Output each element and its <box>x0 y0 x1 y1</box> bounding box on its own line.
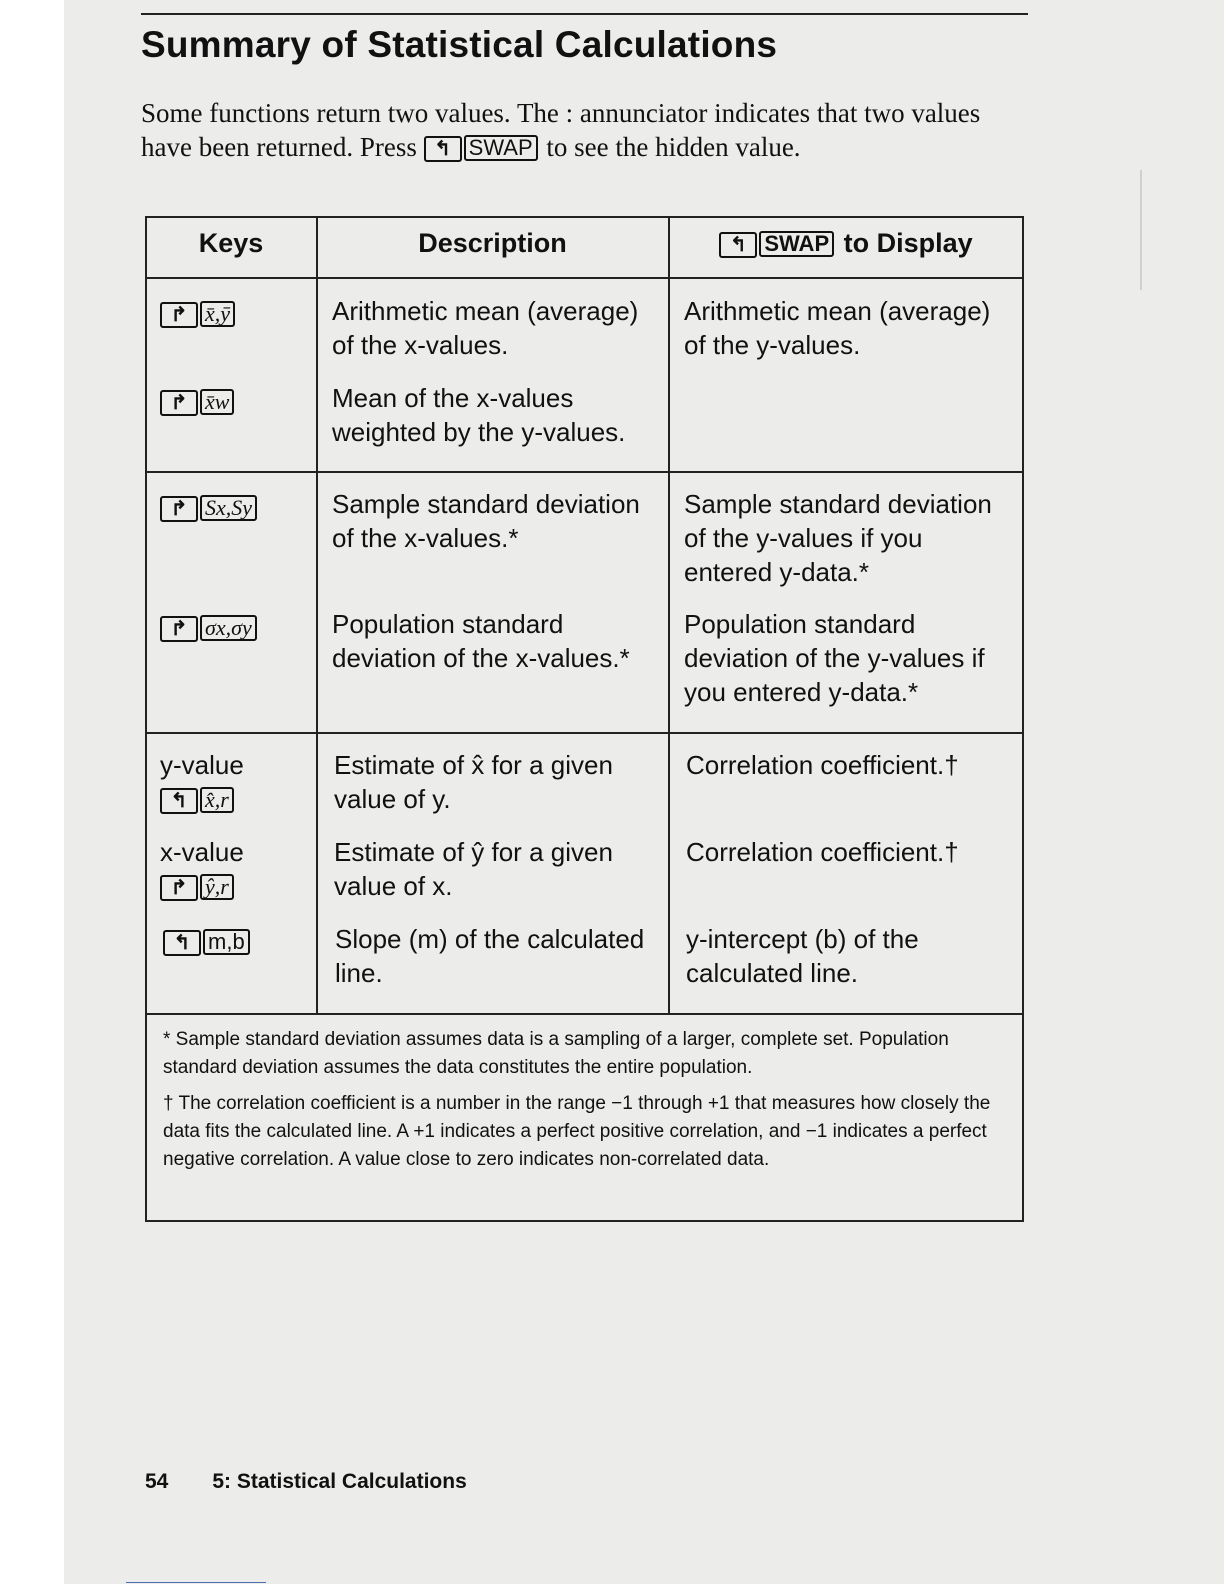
table-row-6-display: Correlation coefficient.† <box>686 837 959 867</box>
table-footnotes <box>163 1026 1008 1182</box>
table-row-2-keys <box>160 384 236 418</box>
left-shift-icon: ↰ <box>163 930 201 956</box>
key-population-stdev: σx,σy <box>200 615 257 641</box>
table-row-1-description: Arithmetic mean (average) of the x-values. <box>332 296 639 360</box>
table-row-1-display: Arithmetic mean (average) of the y-values. <box>684 296 991 360</box>
table-row-5-keys <box>160 748 310 816</box>
table-row-4-description: Population standard deviation of the x-values.* <box>332 609 630 673</box>
intro-text-before: Some functions return two values. The : annunciator indicates that two values have been returned. Press <box>141 98 981 162</box>
bottom-link-underline <box>126 1582 266 1583</box>
page-left-margin <box>0 0 64 1584</box>
key-y-estimate: ŷ,r <box>200 874 234 900</box>
key-weighted-mean: x̄w <box>200 389 234 415</box>
table-row-5-display: Correlation coefficient.† <box>686 750 959 780</box>
table-header-rule <box>145 277 1024 279</box>
left-shift-key-icon: ↰ <box>424 136 462 162</box>
right-shift-icon: ↱ <box>160 616 198 642</box>
chapter-title: 5: Statistical Calculations <box>212 1470 467 1493</box>
table-column-divider-1 <box>316 216 318 1014</box>
page-title: Summary of Statistical Calculations <box>141 24 778 65</box>
table-row-1-keys <box>160 296 237 330</box>
table-row-7-description: Slope (m) of the calculated line. <box>335 924 645 988</box>
swap-key: SWAP <box>464 135 538 161</box>
footnote-correlation: † The correlation coefficient is a number in the range −1 through +1 that measures how closely the data fits the calculated line. A +1 indicates a perfect positive correlation, and −1 indicates a perfect negative correlation. A value close to zero indicates non-correlated data. <box>163 1093 991 1170</box>
table-group-rule-2 <box>145 732 1024 734</box>
intro-paragraph <box>141 96 1021 164</box>
table-row-5-description: Estimate of x̂ for a given value of y. <box>334 750 613 814</box>
row-5-prefix: y-value <box>160 750 244 780</box>
table-row-6-description: Estimate of ŷ for a given value of x. <box>334 837 613 901</box>
table-row-4-display: Population standard deviation of the y-values if you entered y-data.* <box>684 609 985 707</box>
row-6-prefix: x-value <box>160 837 244 867</box>
header-description: Description <box>418 228 567 258</box>
table-row-3-keys <box>160 490 259 524</box>
table-row-2-description: Mean of the x-values weighted by the y-values. <box>332 383 626 447</box>
header-keys: Keys <box>198 228 264 258</box>
swap-key: SWAP <box>759 231 834 257</box>
table-row-7-display: y-intercept (b) of the calculated line. <box>686 924 919 988</box>
header-display-suffix: to Display <box>836 228 973 258</box>
table-row-3-display: Sample standard deviation of the y-values if you entered y-data.* <box>684 489 992 587</box>
header-display <box>670 228 1022 259</box>
table-row-7-keys <box>163 924 252 958</box>
left-shift-key-icon: ↰ <box>719 232 757 258</box>
intro-text-after: to see the hidden value. <box>539 132 801 162</box>
key-sample-stdev: Sx,Sy <box>200 495 257 521</box>
page-footer <box>145 1470 467 1494</box>
page-number: 54 <box>145 1470 169 1493</box>
right-shift-icon: ↱ <box>160 390 198 416</box>
right-shift-icon: ↱ <box>160 302 198 328</box>
table-row-6-keys <box>160 835 310 903</box>
key-mean-xy: x̄,ȳ <box>200 301 235 327</box>
table-row-4-keys <box>160 610 259 644</box>
table-row-3-description: Sample standard deviation of the x-values.* <box>332 489 640 553</box>
table-footnote-rule <box>145 1013 1024 1015</box>
table-group-rule-1 <box>145 471 1024 473</box>
right-shift-icon: ↱ <box>160 875 198 901</box>
left-shift-icon: ↰ <box>160 788 198 814</box>
key-slope-intercept: m,b <box>203 929 250 955</box>
key-x-estimate: x̂,r <box>200 787 234 813</box>
top-rule <box>141 13 1028 15</box>
right-shift-icon: ↱ <box>160 496 198 522</box>
footnote-standard-deviation: * Sample standard deviation assumes data is a sampling of a larger, complete set. Population standard deviation assumes the data constitutes the entire population. <box>163 1029 949 1078</box>
table-column-divider-2 <box>668 216 670 1014</box>
scan-edge-mark <box>1140 170 1142 290</box>
